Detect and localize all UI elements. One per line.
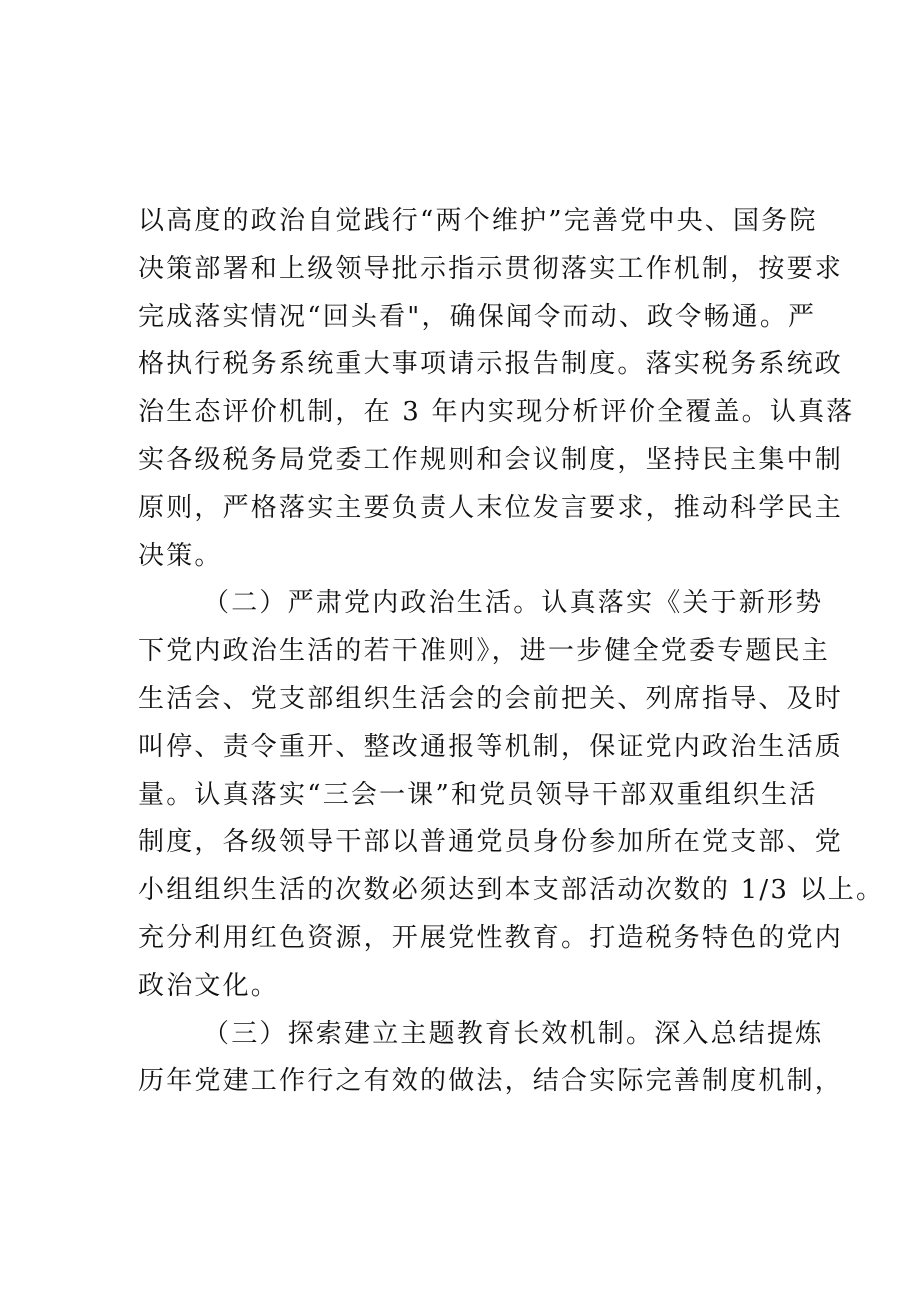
paragraph-line: 政治文化。: [138, 970, 280, 1001]
paragraph-line: 制度，各级领导干部以普通党员身份参加所在党支部、党: [138, 827, 844, 858]
paragraph-line: 决策部署和上级领导批示指示贯彻落实工作机制，按要求: [138, 253, 844, 284]
paragraph-line: 生活会、党支部组织生活会的会前把关、列席指导、及时: [138, 683, 844, 714]
paragraph-line: 格执行税务系统重大事项请示报告制度。落实税务系统政: [138, 349, 844, 380]
paragraph-line: 原则，严格落实主要负责人末位发言要求，推动科学民主: [138, 492, 844, 523]
paragraph-line: 充分利用红色资源，开展党性教育。打造税务特色的党内: [138, 922, 844, 953]
paragraph-heading-line: （二）严肃党内政治生活。认真落实《关于新形势: [203, 588, 824, 619]
paragraph-line: 治生态评价机制，在 3 年内实现分析评价全覆盖。认真落: [138, 397, 855, 428]
paragraph-line: 完成落实情况“回头看"，确保闻令而动、政令畅通。严: [138, 301, 817, 332]
document-body: [138, 198, 885, 1106]
paragraph-line: 下党内政治生活的若干准则》，进一步健全党委专题民主: [138, 636, 831, 667]
paragraph-line: 叫停、责令重开、整改通报等机制，保证党内政治生活质: [138, 731, 844, 762]
paragraph-1: [138, 198, 855, 580]
paragraph-line: 量。认真落实“三会一课”和党员领导干部双重组织生活: [138, 779, 818, 810]
paragraph-line: 历年党建工作行之有效的做法，结合实际完善制度机制，: [138, 1066, 844, 1097]
paragraph-heading-line: （三）探索建立主题教育长效机制。深入总结提炼: [203, 1018, 824, 1049]
paragraph-line: 决策。: [138, 540, 223, 571]
paragraph-2: [138, 580, 885, 1010]
paragraph-line: 实各级税务局党委工作规则和会议制度，坚持民主集中制: [138, 444, 844, 475]
paragraph-line: 以高度的政治自觉践行“两个维护”完善党中央、国务院: [138, 206, 818, 236]
paragraph-line: 小组组织生活的次数必须达到本支部活动次数的 1/3 以上。: [138, 875, 885, 906]
paragraph-3: [138, 1011, 844, 1107]
